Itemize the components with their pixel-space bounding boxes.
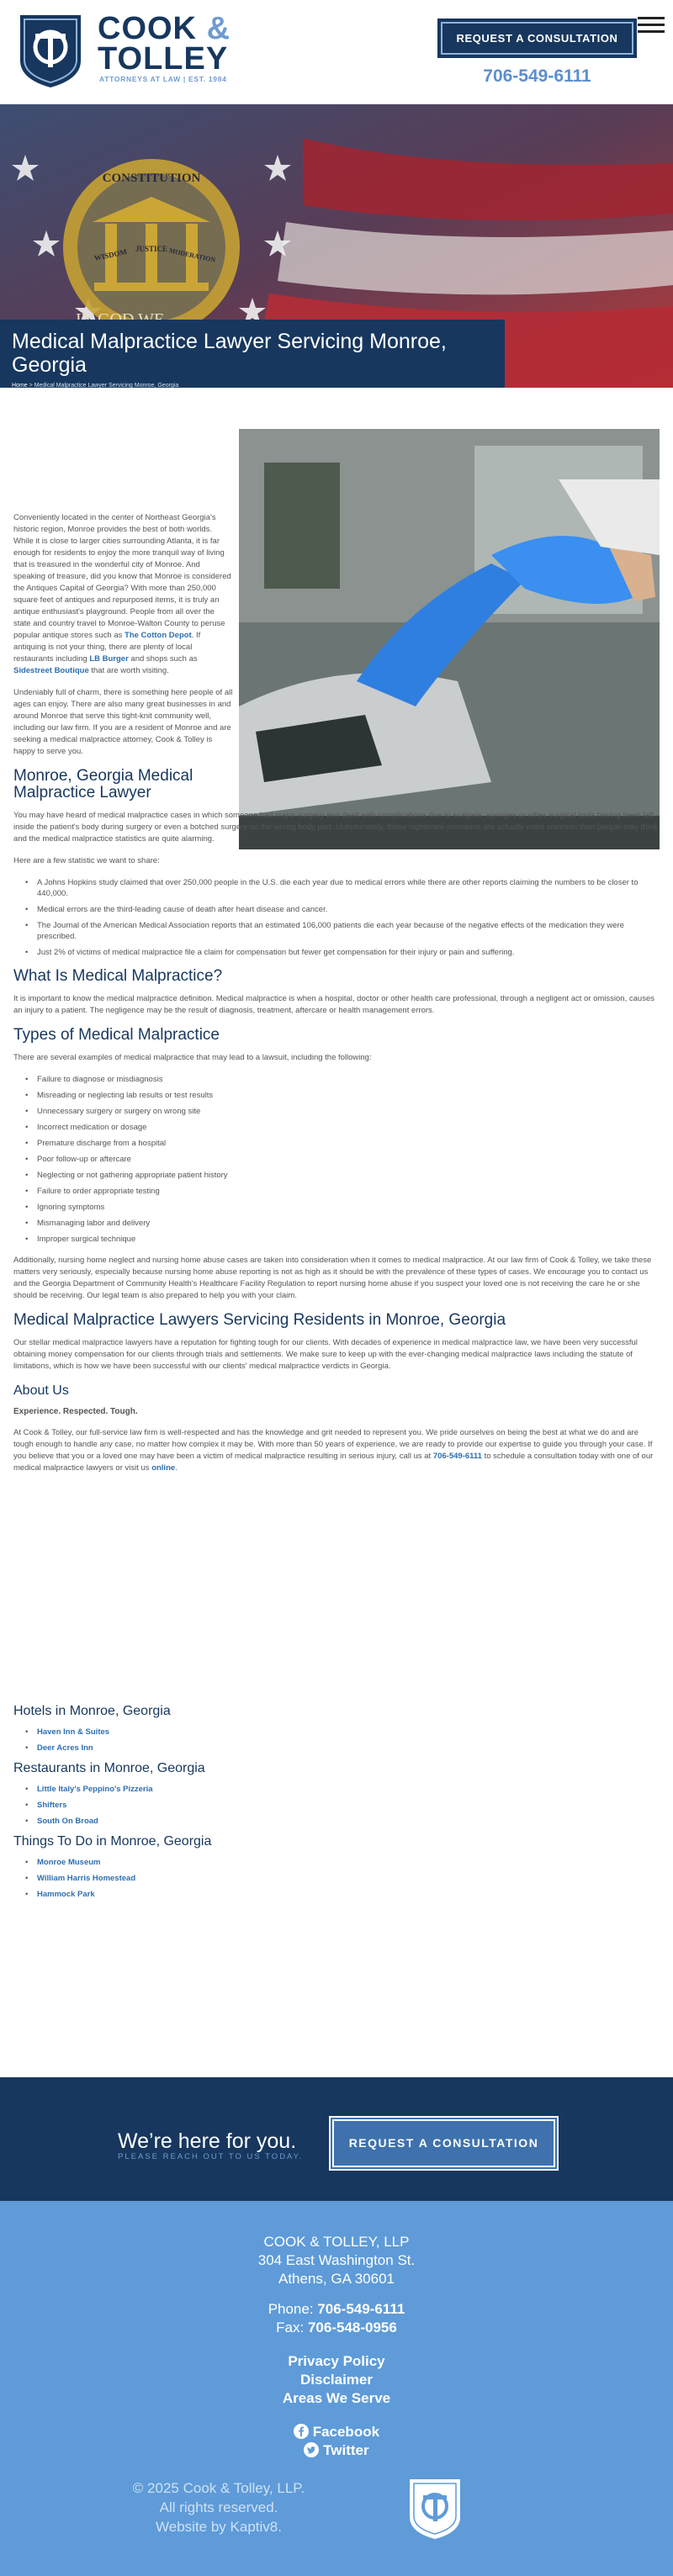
list-item: • Just 2% of victims of medical malpractice file a claim for compensation but fewer get compensation for their injury or pain and suffering. [25,947,660,958]
disclaimer-link[interactable]: Disclaimer [300,2372,373,2388]
online-link[interactable]: online [151,1463,176,1473]
restaurant-link[interactable]: Shifters [37,1800,67,1810]
nursing-home-paragraph: Additionally, nursing home neglect and nursing home abuse cases are taken into consideration when it comes to medical malpractice. At our law firm of Cook & Tolley, we take these matters very seriously, especially because nursing home abuse reporting is not as high as it should be with the prevalence of these types of cases. We encourage you to contact us and the Georgia Department of Community Health's Healthcare Facility Regulation to report nursing home abuse if you suspect your loved one is not receiving the care he or she should be receiving. Our legal team is also prepared to help you with your claim. [13,1256,652,1300]
list-item: • Unnecessary surgery or surgery on wrong site [25,1106,660,1117]
list-item: • Poor follow-up or aftercare [25,1154,660,1165]
privacy-policy-link[interactable]: Privacy Policy [288,2353,385,2369]
header-phone-link[interactable]: 706-549-6111 [483,66,591,86]
seal-moderation-text: MODERATION [168,246,216,264]
local-listings [13,1703,660,1900]
facebook-label: Facebook [312,2424,380,2440]
intro-paragraph-2: Undeniably full of charm, there is something here people of all ages can enjoy. There are also many great businesses in and around Monroe that serve this tight-knit community well, including our law firm. If you are a resident of Monroe and are seeking a medical malpractice attorney, Cook & Tolley is happy to serve you. [13,688,233,756]
footer-address [0,2201,673,2288]
footer-phone-label: Phone: [268,2301,318,2317]
about-tagline: Experience. Respected. Tough. [13,1407,138,1416]
footer-links [0,2352,673,2408]
page-title-band [0,320,505,388]
footer-logo-shield-icon[interactable] [407,2477,463,2541]
list-item [25,1743,660,1753]
list-item [25,1784,660,1795]
footer-consultation-button[interactable]: REQUEST A CONSULTATION [329,2116,559,2171]
list-item [25,1857,660,1868]
breadcrumb-separator: > [29,383,33,388]
list-item [25,1727,660,1738]
lawyers-paragraph: Our stellar medical malpractice lawyers have a reputation for fighting tough for our clients. With decades of experience in medical malpractice law, we have been very successful obtaining money compensation for our clients through trials and settlements. We make sure to keep up with the ever-changing medical malpractice laws including the statute of limitations, which is how we have been successful with our clients' medical malpractice verdicts in Georgia. [13,1338,638,1371]
about-phone-link[interactable]: 706-549-6111 [432,1451,482,1461]
footer-firm-name: COOK & TOLLEY, LLP [263,2234,410,2250]
list-item [25,1800,660,1811]
list-item: • The Journal of the American Medical Association reports that an estimated 106,000 patients die each year because of the negative effects of the medication they were prescribed. [25,920,660,942]
todo-link[interactable]: Monroe Museum [37,1857,101,1867]
monroe-heading: Monroe, Georgia Medical Malpractice Lawyer [13,767,193,801]
stats-intro: Here are a few statistic we want to share: [13,856,160,865]
facebook-icon [294,2424,309,2439]
stats-list [25,877,660,958]
about-paragraph: At Cook & Tolley, our full-service law firm is well-respected and has the knowledge and grit needed to represent you. We pride ourselves on being the best at what we do and are tough enough to handle any case, no matter how complex it may be. With more than 50 years of experience, we are ready to provide our expertise to guide you through your case. If you believe that you or a loved one may have been a victim of medical malpractice resulting in serious injury, call us at 706-549-6111 to schedule a consultation today with one of our medical malpractice lawyers or visit us online. [13,1427,654,1473]
facebook-link[interactable] [0,2423,673,2441]
list-item: • Improper surgical technique [25,1234,660,1245]
hotel-link[interactable]: Haven Inn & Suites [37,1727,110,1737]
lb-burger-link[interactable]: LB Burger [89,654,129,664]
list-item: • Incorrect medication or dosage [25,1122,660,1133]
types-intro: There are several examples of medical malpractice that may lead to a lawsuit, including the following: [13,1053,372,1062]
site-footer [0,2201,673,2576]
list-item: • Premature discharge from a hospital [25,1138,660,1149]
contact-cta-band [0,2077,673,2201]
todo-link[interactable]: William Harris Homestead [37,1873,136,1883]
footer-fax-label: Fax: [276,2319,308,2335]
lawyers-heading: Medical Malpractice Lawyers Servicing Residents in Monroe, Georgia [13,1311,506,1329]
restaurant-link[interactable]: South On Broad [37,1816,98,1826]
request-consultation-button[interactable]: REQUEST A CONSULTATION [437,19,637,58]
list-item [25,1873,660,1884]
main-content [0,388,673,1900]
restaurants-list [25,1784,660,1827]
menu-icon[interactable] [638,17,665,35]
rights-text: All rights reserved. [159,2499,278,2515]
footer-phone-link[interactable]: 706-549-6111 [317,2301,405,2317]
list-item [25,1889,660,1900]
list-item: • Failure to order appropriate testing [25,1186,660,1197]
breadcrumb-home-link[interactable]: Home [12,383,28,388]
list-item: • A Johns Hopkins study claimed that over 250,000 people in the U.S. die each year due to medical errors while there are other reports claiming the numbers to be closer to 440,000. [25,877,660,899]
breadcrumb-current: Medical Malpractice Lawyer Servicing Monroe, Georgia [34,383,179,388]
areas-we-serve-link[interactable]: Areas We Serve [282,2390,391,2406]
list-item: • Medical errors are the third-leading cause of death after heart disease and cancer. [25,904,660,915]
footer-contact [0,2300,673,2337]
intro-column [13,512,234,801]
seal-wisdom-text: WISDOM [93,247,128,263]
list-item: • Failure to diagnose or misdiagnosis [25,1074,660,1085]
hotels-list [25,1727,660,1753]
restaurant-link[interactable]: Little Italy's Peppino's Pizzeria [37,1784,153,1794]
restaurants-heading: Restaurants in Monroe, Georgia [13,1760,205,1775]
twitter-label: Twitter [323,2442,369,2458]
footer-social [0,2423,673,2460]
hotels-heading: Hotels in Monroe, Georgia [13,1703,171,1718]
footer-fax: 706-548-0956 [307,2319,397,2335]
todo-link[interactable]: Hammock Park [37,1889,95,1899]
credit-link[interactable]: Website by Kaptiv8. [156,2519,282,2535]
sidestreet-boutique-link[interactable]: Sidestreet Boutique [13,666,89,675]
types-heading: Types of Medical Malpractice [13,1026,220,1044]
list-item: • Mismanaging labor and delivery [25,1218,660,1229]
intro-paragraph: Conveniently located in the center of Northeast Georgia's historic region, Monroe provides the best of both worlds. While it is close to larger cities surrounding Atlanta, it is far enough for residents to enjoy the more tranquil way of living that is treasured in the wonderful city of Monroe. And speaking of treasure, did you know that Monroe is considered the Antiques Capital of Georgia? With more than 250,000 square feet of antiques and repurposed items, it is truly an antique enthusiast's playground. People from all over the state and country travel to Monroe-Walton County to peruse popular antique stores such as The Cotton Depot. If antiquing is not your thing, there are plenty of local restaurants including LB Burger and shops such as Sidestreet Boutique that are worth visiting. [13,513,231,675]
what-heading: What Is Medical Malpractice? [13,967,223,985]
footer-legal [0,2478,673,2554]
what-paragraph: It is important to know the medical malpractice definition. Medical malpractice is when a hospital, doctor or other health care professional, through a negligent act or omission, causes an injury to a patient. The negligence may be the result of diagnosis, treatment, aftercare or health management errors. [13,994,654,1015]
list-item: • Misreading or neglecting lab results or test results [25,1090,660,1101]
hotel-link[interactable]: Deer Acres Inn [37,1743,93,1753]
page-title: Medical Malpractice Lawyer Servicing Monroe, Georgia [12,330,447,377]
types-list [25,1074,660,1245]
breadcrumb [12,382,493,388]
list-item: • Ignoring symptoms [25,1202,660,1213]
twitter-link[interactable] [0,2441,673,2460]
brand-tagline: ATTORNEYS AT LAW | EST. 1984 [99,75,227,83]
footer-street: 304 East Washington St. [257,2252,416,2268]
cta-title: We’re here for you. [118,2129,297,2153]
cotton-depot-link[interactable]: The Cotton Depot [125,631,192,640]
about-heading: About Us [13,1383,69,1398]
todo-list [25,1857,660,1900]
seal-constitution-text: CONSTITUTION [102,172,201,185]
list-item: • Neglecting or not gathering appropriate patient history [25,1170,660,1181]
copyright-text: © 2025 Cook & Tolley, LLP. [132,2480,305,2496]
hero-banner [0,104,673,388]
list-item [25,1816,660,1827]
brand-name[interactable]: COOK & TOLLEY [98,11,231,77]
footer-city: Athens, GA 30601 [278,2271,395,2287]
seal-justice-text: JUSTICE [135,245,168,253]
twitter-icon [304,2442,319,2457]
site-header [0,0,673,104]
logo-shield-icon[interactable] [17,12,84,89]
todo-heading: Things To Do in Monroe, Georgia [13,1833,212,1849]
cta-subtitle: PLEASE REACH OUT TO US TODAY. [118,2152,304,2161]
monroe-paragraph: You may have heard of medical malpractice cases in which someone had major surgery and dealt with complications due to scalpels, sponges or other surgical tools having been left inside the patient's body during surgery or even a botched surgery on the wrong body part. Unfortunately, these nightmare scenarios are actually more common than people may think and the medical malpractice statistics are quite alarming. [13,811,658,844]
